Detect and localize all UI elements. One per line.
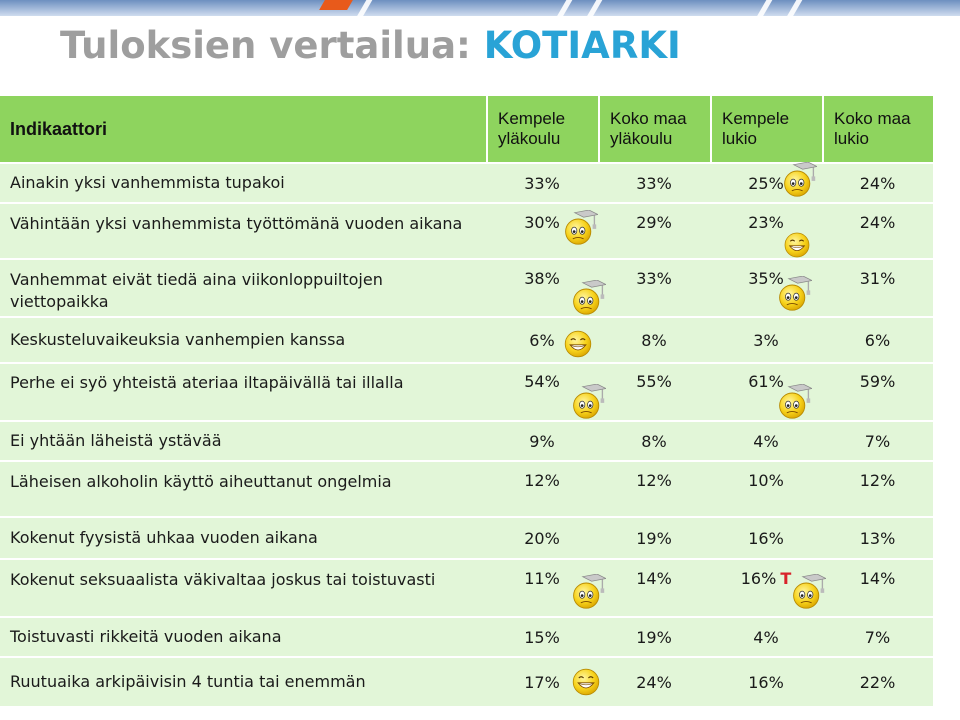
banner-stripe — [781, 0, 804, 16]
value-kempele-lukio: 10% — [748, 471, 784, 490]
value-kokomaa-ylakoulu: 55% — [636, 372, 672, 391]
banner-orange-stripe — [319, 0, 353, 10]
value-kempele-ylakoulu: 38% — [524, 269, 560, 288]
flag-marker: T — [780, 569, 792, 588]
value-kempele-ylakoulu: 54% — [524, 372, 560, 391]
value-kokomaa-ylakoulu: 8% — [641, 330, 667, 350]
row-label: Keskusteluvaikeuksia vanhempien kanssa — [10, 330, 346, 349]
column-divider — [598, 96, 600, 162]
value-kokomaa-lukio: 59% — [859, 372, 896, 391]
row-label: Toistuvasti rikkeitä vuoden aikana — [10, 627, 282, 646]
page-title-accent: KOTIARKI — [483, 24, 681, 67]
worried-graduate-smiley-icon — [570, 574, 606, 610]
banner-stripe — [751, 0, 774, 16]
table-row — [0, 462, 933, 516]
value-kokomaa-lukio: 24% — [859, 213, 896, 232]
table-row — [0, 422, 933, 460]
value-kokomaa-ylakoulu: 19% — [636, 627, 672, 647]
row-label: Vähintään yksi vanhemmista työttömänä vuoden aikana — [10, 214, 463, 233]
table-row — [0, 518, 933, 558]
happy-smiley-icon — [562, 328, 594, 360]
row-label: Kokenut seksuaalista väkivaltaa joskus tai toistuvasti — [10, 570, 436, 589]
value-kempele-ylakoulu: 30% — [524, 213, 560, 232]
value-kokomaa-ylakoulu: 12% — [636, 471, 672, 490]
value-kempele-ylakoulu: 33% — [524, 173, 560, 193]
worried-graduate-smiley-icon — [776, 276, 812, 312]
page-title — [60, 24, 681, 67]
row-label: Ainakin yksi vanhemmista tupakoi — [10, 173, 285, 192]
banner-stripe — [551, 0, 574, 16]
header-indicator: Indikaattori — [10, 119, 108, 139]
header-kokomaa-lukio: Koko maa lukio — [834, 109, 911, 148]
decorative-top-banner — [0, 0, 960, 16]
column-divider — [486, 96, 488, 162]
value-kempele-ylakoulu: 6% — [529, 330, 555, 350]
value-kokomaa-lukio: 6% — [864, 330, 891, 350]
happy-smiley-icon — [782, 230, 812, 260]
worried-graduate-smiley-icon — [570, 280, 606, 316]
header-kempele-ylakoulu: Kempele yläkoulu — [498, 109, 566, 148]
banner-stripe — [351, 0, 374, 16]
worried-graduate-smiley-icon — [570, 384, 606, 420]
value-kempele-ylakoulu: 9% — [529, 431, 555, 451]
value-kempele-lukio: 23% — [748, 213, 784, 232]
value-kokomaa-lukio: 14% — [859, 569, 896, 588]
worried-graduate-smiley-icon — [781, 162, 817, 198]
value-kokomaa-lukio: 7% — [864, 431, 891, 451]
page-title-main: Tuloksien vertailua: — [60, 24, 484, 67]
value-kokomaa-lukio: 13% — [859, 528, 896, 548]
value-kokomaa-lukio: 24% — [859, 173, 896, 193]
row-label: Ruutuaika arkipäivisin 4 tuntia tai enemmän — [10, 672, 366, 691]
column-divider — [822, 96, 824, 162]
column-divider — [710, 96, 712, 162]
value-text: 16% — [740, 569, 777, 588]
value-kempele-lukio: 35% — [748, 269, 784, 288]
value-kempele-lukio: 25% — [748, 173, 784, 193]
value-kokomaa-ylakoulu: 29% — [636, 213, 672, 232]
value-kempele-lukio: 3% — [753, 330, 779, 350]
row-label: Perhe ei syö yhteistä ateriaa iltapäivällä tai illalla — [10, 373, 404, 392]
value-kempele-ylakoulu: 11% — [524, 569, 560, 588]
value-kokomaa-ylakoulu: 19% — [636, 528, 672, 548]
value-kokomaa-lukio: 7% — [864, 627, 891, 647]
row-label: Kokenut fyysistä uhkaa vuoden aikana — [10, 528, 318, 547]
happy-smiley-icon — [570, 666, 602, 698]
value-kokomaa-ylakoulu: 14% — [636, 569, 672, 588]
worried-graduate-smiley-icon — [562, 210, 598, 246]
value-kempele-lukio: 4% — [753, 431, 779, 451]
banner-stripe — [581, 0, 604, 16]
value-kempele-lukio: 16% — [748, 672, 784, 692]
table-row — [0, 618, 933, 656]
value-kempele-ylakoulu: 12% — [524, 471, 560, 490]
value-kokomaa-lukio: 22% — [859, 672, 896, 692]
value-kokomaa-ylakoulu: 24% — [636, 672, 672, 692]
worried-graduate-smiley-icon — [776, 384, 812, 420]
row-label: Vanhemmat eivät tiedä aina viikonloppuiltojen viettopaikka — [10, 270, 383, 311]
value-kempele-ylakoulu: 20% — [524, 528, 560, 548]
value-kokomaa-lukio: 31% — [859, 269, 896, 288]
value-kokomaa-ylakoulu: 33% — [636, 269, 672, 288]
table-row — [0, 318, 933, 362]
header-kokomaa-ylakoulu: Koko maa yläkoulu — [610, 109, 687, 148]
value-kempele-lukio: 4% — [753, 627, 779, 647]
value-kempele-ylakoulu: 15% — [524, 627, 560, 647]
value-kokomaa-ylakoulu: 8% — [641, 431, 667, 451]
value-kempele-lukio: 61% — [748, 372, 784, 391]
value-kempele-lukio: 16% — [748, 528, 784, 548]
value-kokomaa-lukio: 12% — [859, 471, 896, 490]
value-kempele-ylakoulu: 17% — [524, 672, 560, 692]
value-kokomaa-ylakoulu: 33% — [636, 173, 672, 193]
table-header-row — [0, 96, 933, 162]
table-row — [0, 658, 933, 706]
row-label: Ei yhtään läheistä ystävää — [10, 431, 222, 450]
worried-graduate-smiley-icon — [790, 574, 826, 610]
row-label: Läheisen alkoholin käyttö aiheuttanut ongelmia — [10, 472, 392, 491]
header-kempele-lukio: Kempele lukio — [722, 109, 790, 148]
